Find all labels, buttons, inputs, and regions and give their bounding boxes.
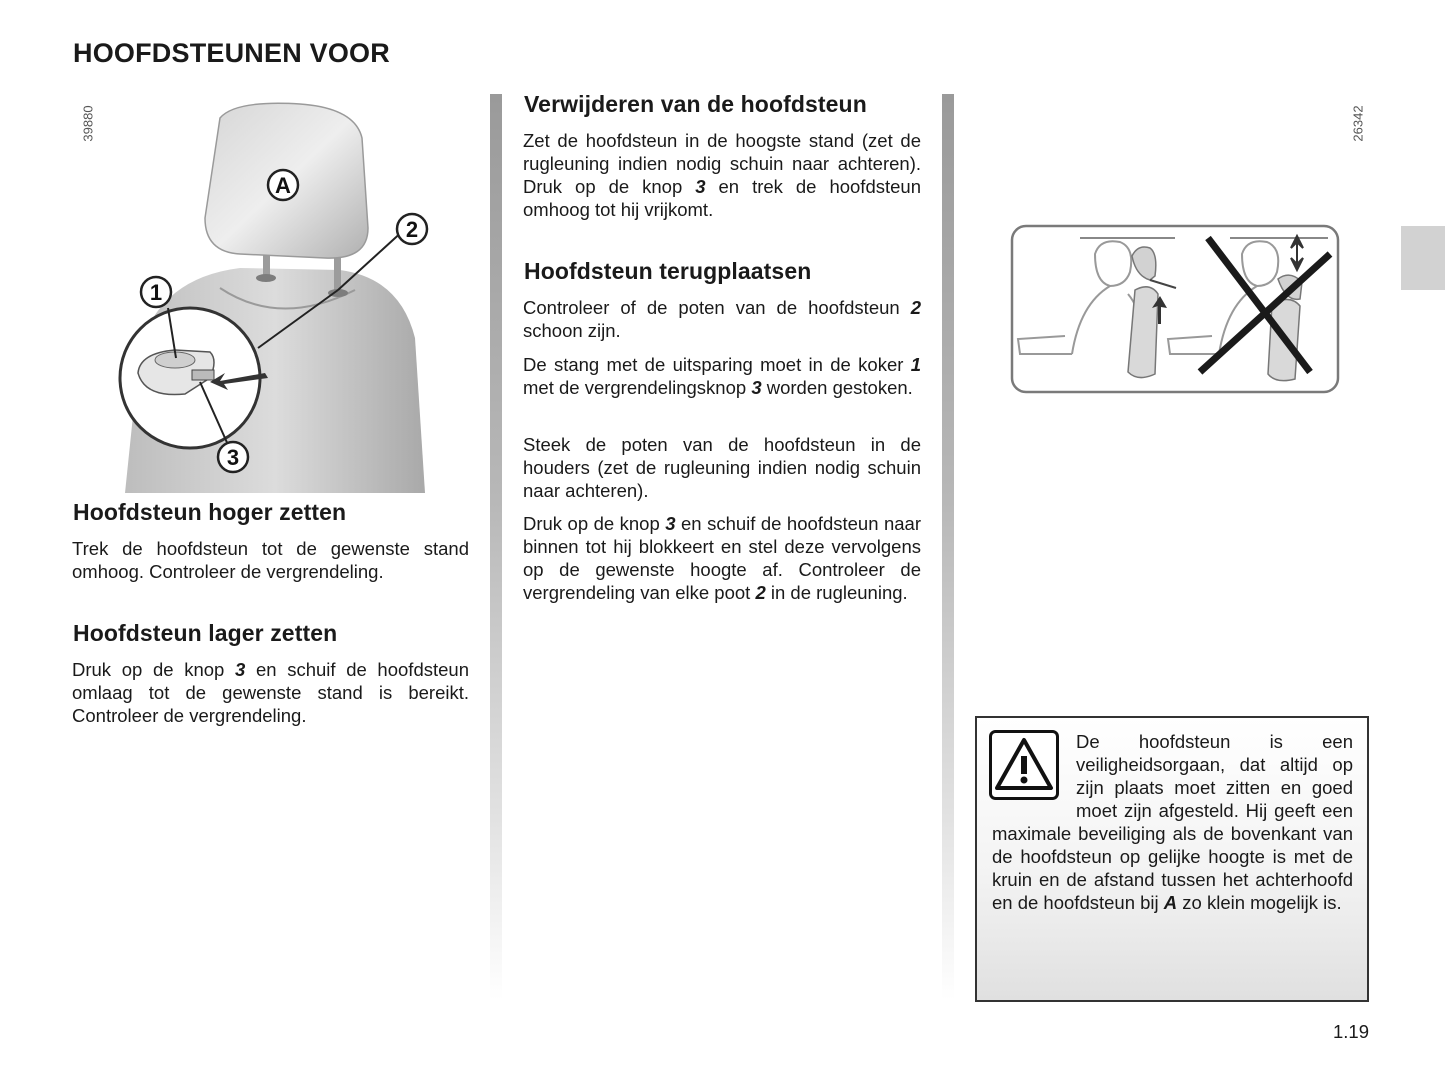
text-lower: Druk op de knop 3 en schuif de hoofdsteun omlaag tot de gewenste stand is bereikt. Controleer de vergrendeling. (72, 659, 469, 726)
callout-3-label: 3 (226, 445, 240, 470)
heading-lower: Hoofdsteun lager zetten (73, 620, 338, 646)
text-raise: Trek de hoofdsteun tot de gewenste stand omhoog. Controleer de vergrendeling. (72, 538, 469, 582)
column-divider-left (490, 94, 502, 1000)
text-remove: Zet de hoofdsteun in de hoogste stand (zet de rugleuning indien nodig schuin naar achteren). Druk op de knop 3 en trek de hoofdsteun omhoog tot hij vrijkomt. (523, 130, 921, 220)
headrest-illustration (100, 98, 440, 494)
callout-1-label: 1 (149, 280, 163, 305)
text-replace-4: Druk op de knop 3 en schuif de hoofdsteun naar binnen tot hij blokkeert en stel deze vervolgens op de gewenste hoogte af. Controleer de vergrendeling van elke poot 2 in de rugleuning. (523, 513, 921, 603)
warning-triangle-icon (989, 730, 1059, 800)
warning-text: De hoofdsteun is een veiligheidsorgaan, dat altijd op zijn plaats moet zitten en goed moet zijn afgesteld. Hij geeft een maximale beveiliging als de bovenkant van de hoofdsteun op gelijke hoogte is met de kruin en de afstand tussen het achterhoofd en de hoofdsteun bij A zo klein mogelijk is. (992, 731, 1353, 913)
warning-box (975, 716, 1369, 1002)
text-replace-3: Steek de poten van de hoofdsteun in de houders (zet de rugleuning indien nodig schuin naar achteren). (523, 434, 921, 501)
figure-ref-left: 39880 (80, 105, 96, 142)
column-divider-right (942, 94, 954, 1000)
page-number: 1.19 (1333, 1021, 1370, 1042)
heading-replace: Hoofdsteun terugplaatsen (524, 258, 812, 284)
callout-2-label: 2 (405, 217, 419, 242)
text-replace-1: Controleer of de poten van de hoofdsteun 2 schoon zijn. (523, 297, 921, 341)
section-tab-marker (1401, 226, 1445, 290)
head-position-illustration (1010, 224, 1342, 396)
text-replace-2: De stang met de uitsparing moet in de koker 1 met de vergrendelingsknop 3 worden gestoken. (523, 354, 921, 398)
heading-raise: Hoofdsteun hoger zetten (73, 499, 347, 525)
heading-remove: Verwijderen van de hoofdsteun (524, 91, 867, 117)
figure-ref-right: 26342 (1350, 105, 1366, 142)
callout-a-label: A (275, 173, 291, 198)
page-title: HOOFDSTEUNEN VOOR (73, 38, 390, 68)
